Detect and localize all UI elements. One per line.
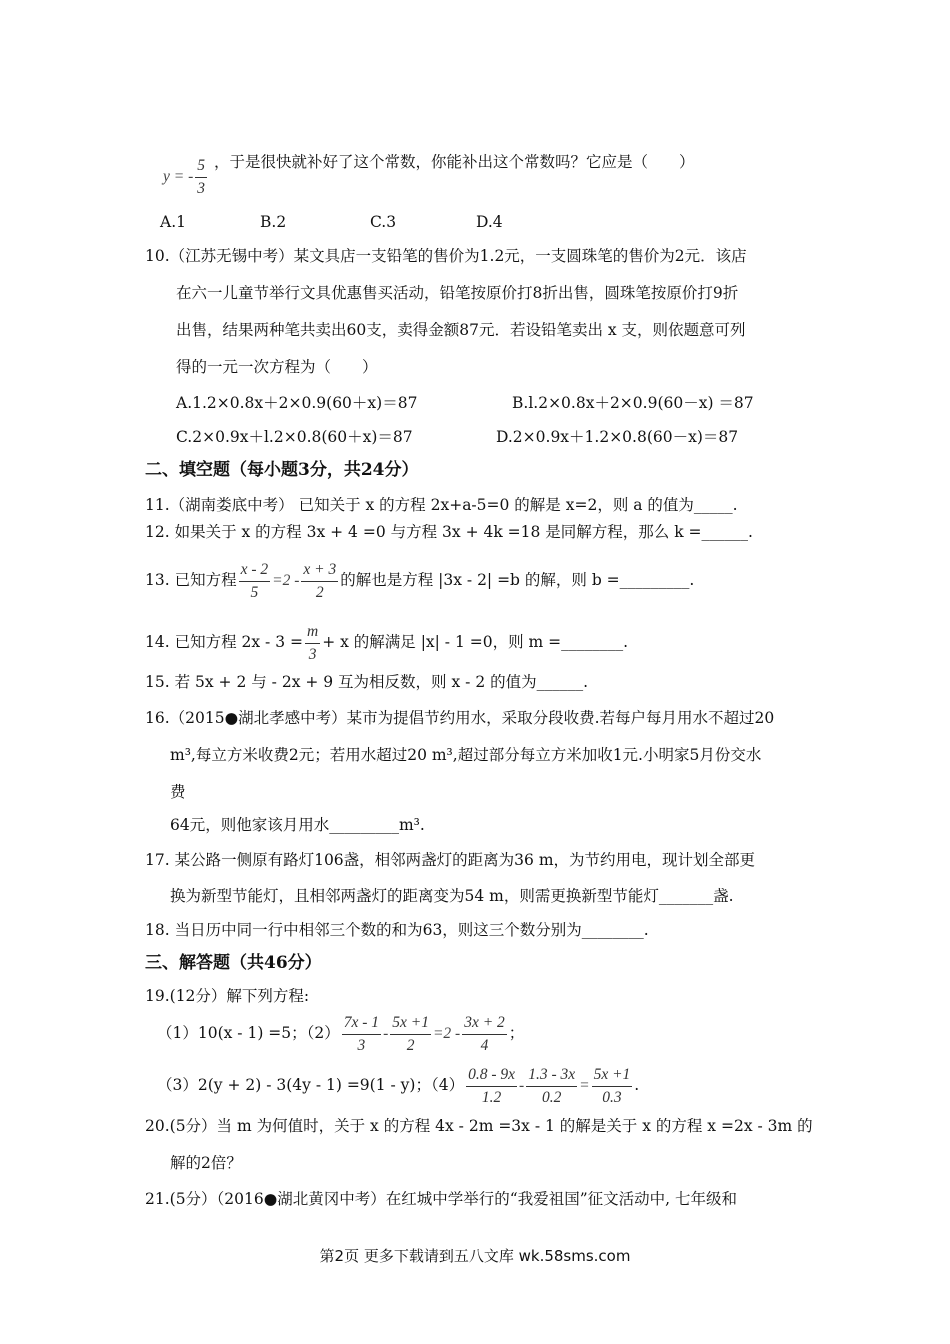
q9-eq-lhs: y = - (163, 168, 194, 185)
q16-line-2: m³,每立方米收费2元；若用水超过20 m³,超过部分每立方米加收1元.小明家5月份交水 (170, 746, 762, 764)
q17-line-1: 17. 某公路一侧原有路灯106盏，相邻两盏灯的距离为36 m，为节约用电，现计划全部更 (145, 851, 756, 869)
q19-p3: （3）2(y + 2) - 3(4y - 1) =9(1 - y)；（4） (157, 1076, 465, 1094)
q16-line-3: 费 (170, 783, 186, 801)
q19-frac-5 (526, 1064, 577, 1109)
q16-line-4: 64元，则他家该月用水_________m³. (170, 816, 425, 834)
q19-row-2 (157, 1062, 639, 1109)
q19-frac-4 (466, 1064, 517, 1109)
q19-frac-3 (462, 1012, 507, 1057)
q13-fraction-2 (301, 559, 338, 604)
q19-f6-den: 0.3 (602, 1088, 622, 1106)
q10-option-a: A.1.2×0.8x＋2×0.9(60＋x)＝87 (176, 394, 418, 412)
q19-f2-den: 2 (406, 1036, 415, 1054)
q19-f3-den: 4 (480, 1036, 489, 1054)
q19-f4-num: 0.8 - 9x (466, 1064, 517, 1087)
q11: 11.（湖南娄底中考） 已知关于 x 的方程 2x+a-5=0 的解是 x=2，则 a 的值为_____. (145, 496, 738, 514)
q14-fraction (305, 621, 320, 666)
q13-post: 的解也是方程 |3x - 2| =b 的解，则 b =_________. (340, 571, 695, 589)
q19-f1-den: 3 (357, 1036, 366, 1054)
q9-frac-den: 3 (197, 179, 206, 197)
q9-option-b: B.2 (260, 213, 287, 231)
q10-line-3: 出售，结果两种笔共卖出60支，卖得金额87元．若设铅笔卖出 x 支，则依题意可列 (176, 321, 746, 339)
q9-option-d: D.4 (476, 213, 503, 231)
q9-frac-num: 5 (195, 155, 207, 178)
q19-f5-den: 0.2 (541, 1088, 562, 1106)
q19-e2: . (634, 1076, 640, 1094)
q13-f2-num: x + 3 (301, 559, 338, 582)
q14-post: + x 的解满足 |x| - 1 =0，则 m =________. (322, 633, 629, 651)
q19-f2-num: 5x +1 (390, 1012, 431, 1035)
q20-line-1: 20.(5分）当 m 为何值时，关于 x 的方程 4x - 2m =3x - 1 的解是关于 x 的方程 x =2x - 3m 的 (145, 1117, 813, 1135)
q12: 12. 如果关于 x 的方程 3x + 4 =0 与方程 3x + 4k =18 是同解方程，那么 k =______. (145, 523, 753, 541)
q19-f5-num: 1.3 - 3x (526, 1064, 577, 1087)
q14-f-den: 3 (308, 645, 317, 663)
q17-line-2: 换为新型节能灯，且相邻两盏灯的距离变为54 m，则需更换新型节能灯_______盏. (170, 887, 734, 905)
q13-f2-den: 2 (315, 583, 324, 601)
q19-f4-den: 1.2 (481, 1088, 502, 1106)
q21: 21.(5分）（2016●湖北黄冈中考）在红城中学举行的“我爱祖国”征文活动中, 七年级和 (145, 1190, 737, 1208)
q19-m1: - (383, 1025, 389, 1042)
q13-fraction-1 (239, 559, 271, 604)
q13-mid: =2 - (272, 572, 300, 589)
q9-line (163, 138, 694, 201)
q13-line (145, 558, 694, 604)
section-fill-in-heading: 二、填空题（每小题3分，共24分） (145, 460, 419, 480)
q10-line-1: 10.（江苏无锡中考）某文具店一支铅笔的售价为1.2元，一支圆珠笔的售价为2元．该店 (145, 247, 747, 265)
section-solve-heading: 三、解答题（共46分） (145, 953, 322, 973)
q14-line (145, 620, 628, 666)
q15: 15. 若 5x + 2 与 - 2x + 9 互为相反数，则 x - 2 的值为______. (145, 673, 589, 691)
q13-f1-den: 5 (250, 583, 259, 601)
q19-m3: - (519, 1077, 525, 1094)
q16-line-1: 16.（2015●湖北孝感中考）某市为提倡节约用水，采取分段收费.若每户每月用水不超过20 (145, 709, 775, 727)
q10-line-2: 在六一儿童节举行文具优惠售买活动，铅笔按原价打8折出售，圆珠笔按原价打9折 (176, 284, 739, 302)
q18: 18. 当日历中同一行中相邻三个数的和为63，则这三个数分别为________. (145, 921, 649, 939)
q19-title: 19.(12分）解下列方程: (145, 987, 310, 1005)
q14-pre: 14. 已知方程 2x - 3 = (145, 633, 303, 651)
q9-option-c: C.3 (370, 213, 397, 231)
q19-f3-num: 3x + 2 (462, 1012, 507, 1035)
q9-tail: ，于是很快就补好了这个常数，你能补出这个常数吗？它应是（ ） (213, 153, 695, 171)
q19-e1: ； (508, 1024, 525, 1042)
q13-pre: 13. 已知方程 (145, 571, 237, 589)
q19-m2: =2 - (432, 1025, 461, 1042)
q19-f6-num: 5x +1 (592, 1064, 633, 1087)
q10-line-4: 得的一元一次方程为（ ） (176, 358, 378, 376)
q9-option-a: A.1 (160, 213, 186, 231)
q19-frac-1 (342, 1012, 381, 1057)
q10-option-d: D.2×0.9x＋1.2×0.8(60－x)＝87 (496, 428, 739, 446)
q20-line-2: 解的2倍？ (170, 1154, 242, 1172)
q19-frac-6 (592, 1064, 633, 1109)
page-footer: 第2页 更多下载请到五八文库 wk.58sms.com (319, 1247, 631, 1265)
q10-option-b: B.l.2×0.8x＋2×0.9(60－x) ＝87 (512, 394, 754, 412)
q19-row-1 (157, 1010, 524, 1057)
q19-p1: （1）10(x - 1) =5；（2） (157, 1024, 340, 1042)
q19-f1-num: 7x - 1 (342, 1012, 381, 1035)
q10-option-c: C.2×0.9x＋l.2×0.8(60＋x)＝87 (176, 428, 413, 446)
q13-f1-num: x - 2 (239, 559, 271, 582)
q19-m4: = (579, 1077, 590, 1094)
q9-fraction (195, 155, 207, 200)
q19-frac-2 (390, 1012, 431, 1057)
q14-f-num: m (305, 621, 320, 644)
